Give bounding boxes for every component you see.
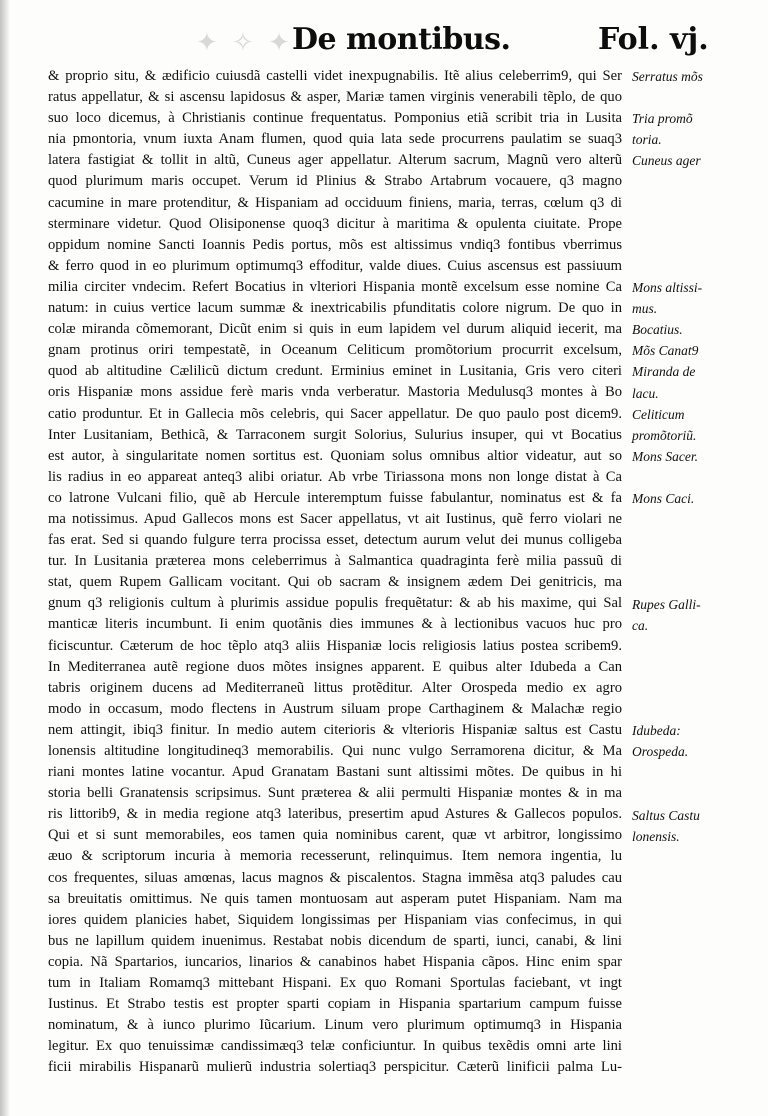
text-line: stat, quem Rupem Gallicam vocitant. Qui ob sacram & insignem ædem Dei genitricis, ma: [48, 574, 622, 591]
margin-note: Rupes Galli-: [632, 596, 701, 612]
margin-note: Bocatius.: [632, 322, 683, 338]
text-line: æuo & scriptorum incuria à memoria recesserunt, relinquimus. Item nemora ingentia, lu: [48, 848, 622, 865]
margin-note: Serratus mõs: [632, 69, 703, 84]
text-line: gnam protinus oriri tempestatẽ, in Oceanum Celiticum promõtorium procurrit excelsum,: [48, 342, 622, 359]
text-line: oris Hispaniæ mons assidue ferè maris vnda verberatur. Mastoria Medulusq3 montes à Bo: [48, 384, 622, 401]
page-edge-shadow: [0, 0, 10, 1116]
text-line: co latrone Vulcani filio, quẽ ab Hercule interemptum fuisse fabulantur, nominatus est & fa: [48, 489, 622, 506]
margin-note: lacu.: [632, 385, 659, 401]
margin-note: ca.: [632, 617, 649, 633]
text-line: Iustinus. Et Strabo testis est propter sparti copiam in Hispania spartarium campum fuisse: [48, 996, 622, 1013]
margin-note: Celiticum: [632, 406, 685, 422]
text-line: nem attingit, ibiq3 finitur. In medio autem citerioris & vlterioris Hispaniæ saltus est Castu: [48, 721, 622, 738]
text-line: riani montes latine vocantur. Apud Granatam Bastani sunt altissimi mõtes. De quibus in hi: [48, 764, 622, 781]
text-line: ficiscuntur. Cæterum de hoc tẽplo atq3 aliis Hispaniæ locis religiosis latius postea scribem9.: [48, 637, 622, 654]
margin-note: mus.: [632, 301, 658, 317]
text-line: quod plurimum maris occupet. Verum id Plinius & Strabo Artabrum vocauere, q3 magno: [48, 173, 622, 190]
text-line: cos frequentes, siluas amœnas, lacus magnos & piscalentos. Stagna immẽsa atq3 paludes cau: [48, 869, 622, 886]
show-through-ghost-text: ✦ ✧ ✦: [196, 28, 293, 58]
text-line: tum in Italiam Romamq3 mittebant Hispani. Ex quo Romani Sportulas faciebant, vt ingt: [48, 975, 622, 992]
text-line: storia belli Granatensis scripsimus. Sunt præterea & alii permulti Hispaniæ montes & in ma: [48, 785, 622, 802]
text-line: cacumine in mare protenditur, & Hispaniam ad occiduum finiens, maria, terras, cœlum q3 di: [48, 194, 622, 211]
margin-note: Saltus Castu: [632, 807, 700, 823]
margin-note: Tria promõ: [632, 111, 693, 127]
text-line: sterminare videtur. Quod Olisiponense quoq3 dicitur à maritima & opulenta ciuitate. Prope: [48, 215, 622, 232]
text-line: latera fastigiat & tollit in altũ, Cuneus ager appellatur. Alterum sacrum, Magnũ vero alterũ: [48, 152, 622, 169]
text-line: colæ miranda cõmemorant, Dicũt enim si quis in eum lapidem vel durum aliquid iecerit, ma: [48, 321, 622, 338]
text-line: catio produntur. Et in Gallecia mõs celebris, qui Sacer appellatur. De quo paulo post dicem9.: [48, 405, 622, 422]
margin-note: lonensis.: [632, 828, 680, 844]
text-line: nominatum, & à iunco plurimo Iũcarium. Linum vero plurimum optimumq3 in Hispania: [48, 1017, 622, 1034]
text-line: oppidum nomine Sancti Ioannis Pedis portus, mõs est altissimus vndiq3 fontibus vberrimus: [48, 236, 622, 253]
text-line: & ferro quod in eo plurimum optimumq3 effoditur, valde diues. Cuius ascensus est passiuum: [48, 257, 622, 274]
text-line: fas erat. Sed si quando fulgure terra procissa esset, detectum aurum velut dei munus colligeba: [48, 532, 622, 549]
text-line: Qui et si sunt memorabiles, eos tamen quia nominibus carent, quæ vt arbitror, longissimo: [48, 827, 622, 844]
text-line: nia pmontoria, vnum iuxta Anam flumen, quod quia lata sede procurrens paulatim se suaq3: [48, 131, 622, 148]
text-line: lonensis altitudine longitudineq3 memorabilis. Qui nunc vulgo Serramorena dicitur, & Ma: [48, 743, 622, 759]
margin-note: toria.: [632, 132, 662, 148]
margin-note: Orospeda.: [632, 744, 689, 760]
text-line: ris littorib9, & in media regione atq3 lateribus, presertim apud Astures & Gallecos populos.: [48, 806, 622, 823]
text-line: iores quidem planicies habet, Siquidem longissimas per Hispaniam vias confecimus, in qui: [48, 911, 622, 928]
text-line: ficii mirabilis Hispanarũ mulierũ industria solertiaq3 perspicitur. Cæterũ linificii palma Lu-: [48, 1059, 622, 1076]
text-line: Inter Lusitaniam, Bethicã, & Tarraconem surgit Solorius, Sulurius insuper, qui vt Bocatius: [48, 426, 622, 443]
folio-number: Fol. vj.: [598, 22, 709, 57]
margin-note: Miranda de: [632, 364, 696, 380]
text-line: sa breuitatis omittimus. Ne quis tamen montuosam aut asperam putet Hispaniam. Nam ma: [48, 890, 622, 907]
text-line: ratus appellatur, & si ascensu lapidosus & asper, Mariæ tamen virginis venerabili tẽplo, de quo: [48, 89, 622, 106]
text-line: legitur. Ex quo tenuissimæ candissimæq3 telæ conficiuntur. In quibus texẽdis omni arte lini: [48, 1038, 622, 1055]
text-line: gnum q3 religionis cultum à plurimis assidue populis frequẽtatur: & ab his maxime, qui Sal: [48, 595, 622, 612]
margin-note: Mons Sacer.: [632, 448, 698, 464]
text-line: est autor, à singularitate nomen sortitus est. Quoniam solus omnibus altior videatur, aut so: [48, 447, 622, 464]
text-line: ma notissimus. Apud Gallecos mons est Sacer appellatus, vt ait Iustinus, quẽ ferro violari ne: [48, 510, 622, 527]
text-line: tabris originem ducens ad Mediterraneũ littus protẽditur. Alter Orospeda medio ex agro: [48, 679, 622, 696]
text-line: milia circiter vndecim. Refert Bocatius in vlteriori Hispania montẽ excelsum esse nomine Ca: [48, 278, 622, 295]
text-line: & proprio situ, & ædificio cuiusdã castelli videt inexpugnabilis. Itẽ alius celeberrim9, qui Ser: [48, 68, 622, 84]
page-title: De montibus.: [292, 22, 511, 57]
text-line: In Mediterranea autẽ regione duos mõtes insignes apparent. E quibus alter Idubeda a Can: [48, 658, 622, 675]
main-text-block: [48, 66, 622, 1079]
margin-note: Mons Caci.: [632, 491, 695, 506]
text-line: lis radius in eo appareat anteq3 alibi oriatur. Ab vrbe Tiriassona mons non longe distat à Ca: [48, 468, 622, 485]
text-line: bus ne lapillum quidem inuenimus. Restabat nobis dicendum de sparti, iunci, canabi, & lini: [48, 932, 622, 949]
margin-note: Mons altissi-: [632, 280, 703, 295]
text-line: modo in occasum, modo flectens in Austrum siluam prope Carthaginem & Malachæ regio: [48, 700, 622, 717]
text-line: quod ab altitudine Cælilicũ dictum credunt. Erminius eminet in Lusitania, Gris vero citeri: [48, 363, 622, 380]
margin-note: promõtoriũ.: [632, 427, 697, 443]
margin-note: Mõs Canat9: [632, 343, 699, 359]
text-line: tur. In Lusitania præterea mons celeberrimus à Salmantica quadraginta ferè milia passuũ di: [48, 553, 622, 570]
margin-note: Cuneus ager: [632, 153, 701, 169]
text-line: suo loco dicemus, à Christianis continue frequentatus. Pomponius etiã scribit tria in Lusita: [48, 110, 622, 127]
text-line: natum: in cuius vertice lacum summæ & inextricabilis pfunditatis colore nigrum. De quo in: [48, 300, 622, 317]
text-line: copia. Nã Spartarios, iuncarios, linarios & canabinos habet Hispania cãpos. Hinc enim spar: [48, 953, 622, 970]
text-line: manticæ literis incumbunt. Ii enim quotãnis dies immunes & à lectionibus vacuos huc pro: [48, 616, 622, 633]
margin-note: Idubeda:: [632, 723, 681, 739]
